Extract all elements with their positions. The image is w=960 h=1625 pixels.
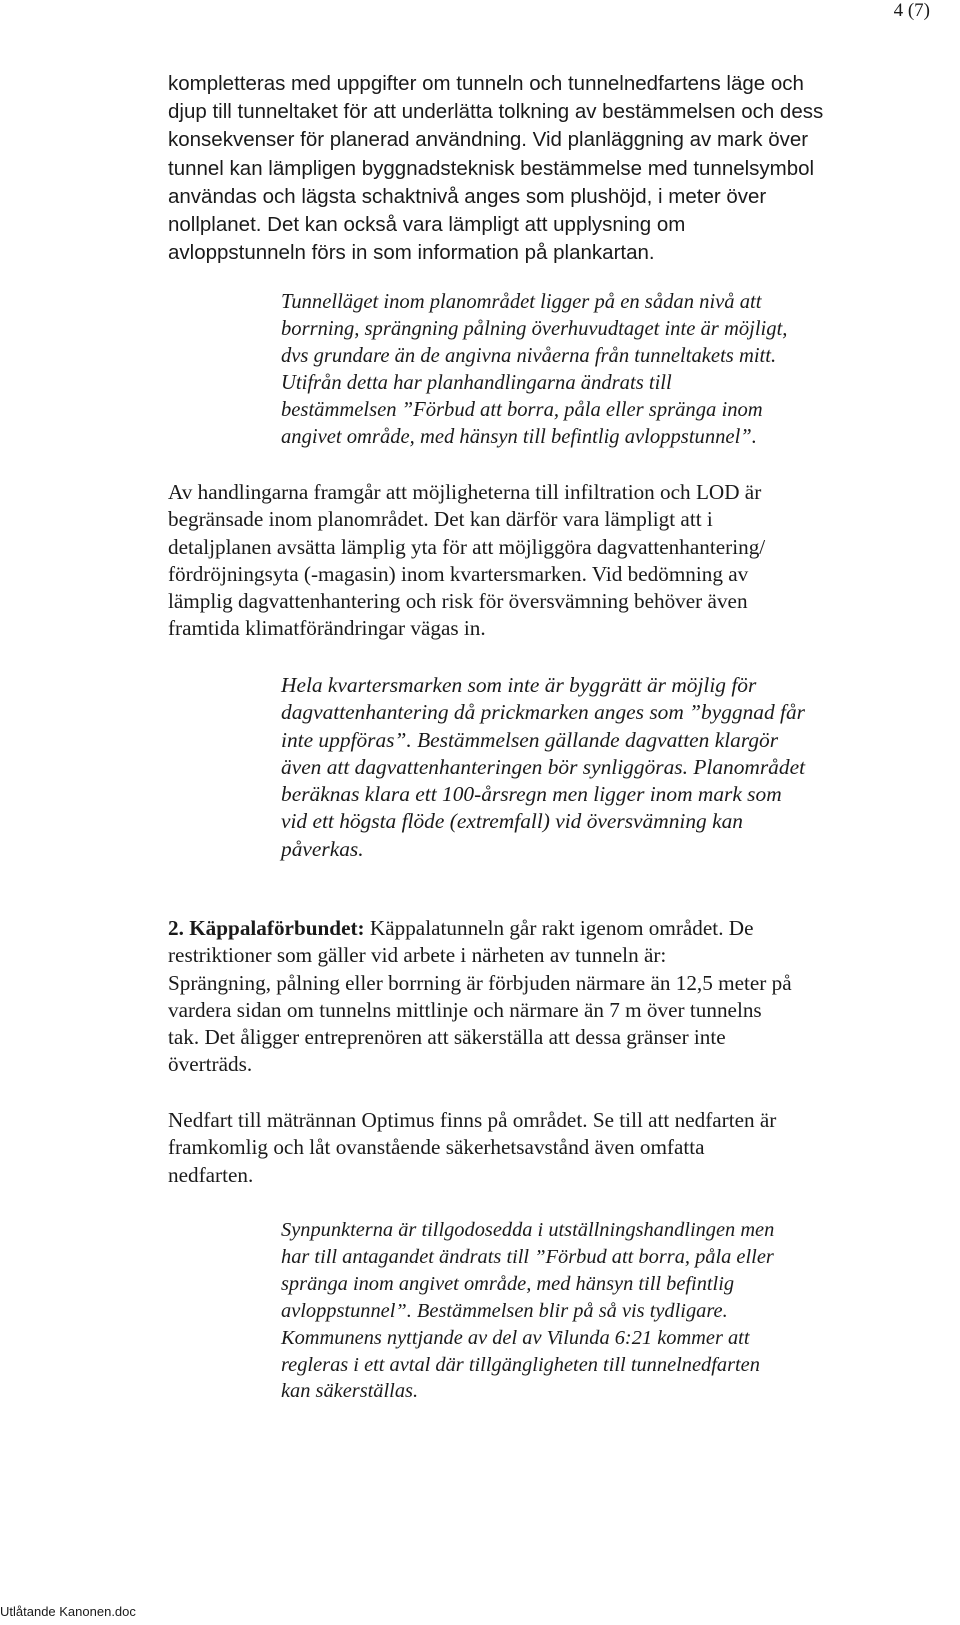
comment-tunnel: Tunnelläget inom planområdet ligger på en sådan nivå att borrning, sprängning pålning överhuvudtaget inte är möjligt, dvs grundare än de angivna nivåerna från tunneltakets mitt. Utifrån detta har planhandlingarna ändrats till bestämmelsen ”Förbud att borra, påla eller spränga inom angivet område, med hänsyn till befintlig avloppstunnel”. (281, 291, 788, 448)
comment-dagvatten: Hela kvartersmarken som inte är byggrätt är möjlig för dagvattenhantering då prickmarken anges som ”byggnad får inte uppföras”. Bestämmelsen gällande dagvatten klargör även att dagvattenhanteringen bör synliggöras. Planområdet beräknas klara ett 100-årsregn men ligger inom mark som vid ett högsta flöde (extremfall) vid översvämning kan påverkas. (281, 673, 806, 861)
item-2-label: 2. Käppalaförbundet: (168, 916, 365, 940)
page-number: 4 (7) (893, 0, 930, 21)
lod-paragraph: Av handlingarna framgår att möjligheterna till infiltration och LOD är begränsade inom planområdet. Det kan därför vara lämpligt att i detaljplanen avsätta lämplig yta för att möjliggöra dagvattenhantering/ fördröjningsyta (-magasin) inom kvartersmarken. Vid bedömning av lämplig dagvattenhantering och risk för översvämning behöver även framtida klimatförändringar vägas in. (168, 480, 766, 641)
item-2-text: Käppalatunneln går rakt igenom området. De restriktioner som gäller vid arbete i närheten av tunneln är: Sprängning, pålning eller borrning är förbjuden närmare än 12,5 meter på vardera sidan om tunnelns mittlinje och närmare än 7 m över tunnelns tak. Det åligger entreprenören att säkerställa att dessa gränser inte överträds. (168, 916, 792, 1077)
footer-filename: Utlåtande Kanonen.doc (0, 1604, 136, 1619)
comment-synpunkter: Synpunkterna är tillgodosedda i utställningshandlingen men har till antagandet ändrats till ”Förbud att borra, påla eller spränga inom angivet område, med hänsyn till befintlig avloppstunnel”. Bestämmelsen blir på så vis tydligare. Kommunens nyttjande av del av Vilunda 6:21 kommer att regleras i ett avtal där tillgängligheten till tunnelnedfarten kan säkerställas. (281, 1219, 775, 1403)
nedfart-paragraph: Nedfart till mätrännan Optimus finns på området. Se till att nedfarten är framkomlig och låt ovanstående säkerhetsavstånd även omfatta nedfarten. (168, 1108, 777, 1187)
intro-paragraph: kompletteras med uppgifter om tunneln och tunnelnedfartens läge och djup till tunneltaket för att underlätta tolkning av bestämmelsen och dess konsekvenser för planerad användning. Vid planläggning av mark över tunnel kan lämpligen byggnadsteknisk bestämmelse med tunnelsymbol användas och lägsta schaktnivå anges som plushöjd, i meter över nollplanet. Det kan också vara lämpligt att upplysning om avloppstunneln förs in som information på plankartan. (168, 72, 824, 265)
item-2-kappalaforbundet (168, 915, 928, 1079)
